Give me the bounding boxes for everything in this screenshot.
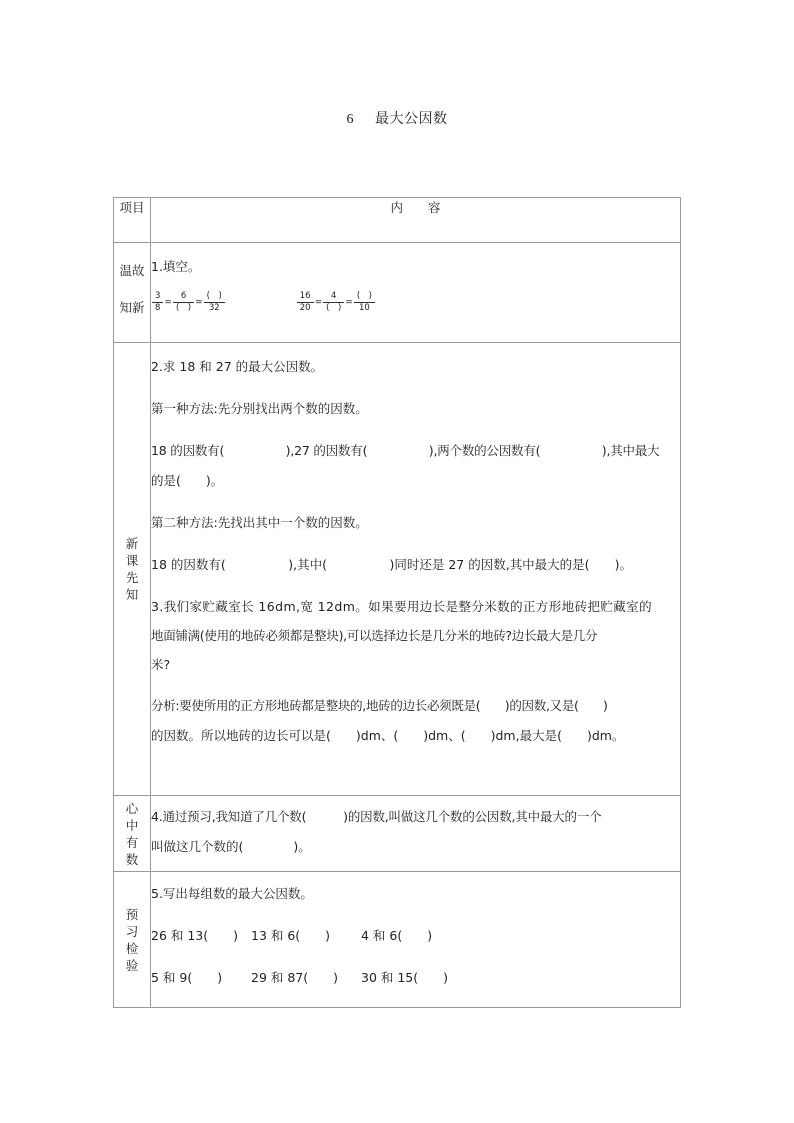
question-3-line-3: 米? — [151, 657, 171, 672]
gcd-item: 5 和 9( ) — [151, 970, 223, 985]
question-2: 2.求 18 和 27 的最大公因数。 — [151, 359, 324, 374]
lesson-number: 6 — [346, 112, 355, 127]
section-review-content — [151, 243, 681, 343]
section-mind-label: 心 中 有 数 — [114, 796, 151, 872]
section-new — [114, 343, 681, 796]
method-1-line-2: 的是( )。 — [151, 473, 224, 488]
section-check-label: 预 习 检 验 — [114, 872, 151, 1008]
question-4-line-2: 叫做这几个数的( )。 — [151, 839, 311, 854]
section-mind — [114, 796, 681, 872]
fraction-3-8: $\frac{3}{8}$ — [152, 291, 163, 314]
section-new-content — [151, 343, 681, 796]
section-check — [114, 872, 681, 1008]
fraction-row: $\frac{3}{8}$ = $\frac{6}{( )}$ = $\frac{( )}{32}$ $\frac{16}{20}$ = $\frac{4}{( )}$ = $\frac{( )}{10}$ — [151, 291, 680, 314]
analysis-line-2: 的因数。所以地砖的边长可以是( )dm、( )dm、( )dm,最大是( )dm。 — [151, 728, 625, 743]
gcd-item: 13 和 6( ) — [251, 928, 331, 943]
method-2-line: 18 的因数有( ),其中( )同时还是 27 的因数,其中最大的是( )。 — [151, 557, 632, 572]
question-4-line-1: 4.通过预习,我知道了几个数( )的因数,叫做这几个数的公因数,其中最大的一个 — [151, 809, 602, 824]
table-header-row — [114, 198, 681, 243]
question-3-line-1: 3.我们家贮藏室长 16dm,宽 12dm。如果要用边长是整分米数的正方形地砖把贮藏室的 — [151, 599, 652, 614]
header-project: 项目 — [114, 198, 151, 243]
method-1-line-1: 18 的因数有( ),27 的因数有( ),两个数的公因数有( ),其中最大 — [151, 443, 660, 458]
gcd-item: 26 和 13( ) — [151, 928, 239, 943]
section-check-content — [151, 872, 681, 1008]
section-review — [114, 243, 681, 343]
fraction-6-blank: $\frac{6}{( )}$ — [173, 291, 194, 314]
lesson-title: 最大公因数 — [374, 111, 448, 127]
fraction-blank-10: $\frac{( )}{10}$ — [354, 291, 375, 314]
gcd-row-1 — [151, 926, 680, 944]
method-2: 第二种方法:先找出其中一个数的因数。 — [151, 515, 368, 530]
header-content: 内 容 — [151, 198, 681, 243]
question-3-line-2: 地面铺满(使用的地砖必须都是整块),可以选择边长是几分米的地砖?边长最大是几分 — [151, 628, 598, 643]
section-mind-content — [151, 796, 681, 872]
fraction-blank-32: $\frac{( )}{32}$ — [204, 291, 225, 314]
analysis-line-1: 分析:要使所用的正方形地砖都是整块的,地砖的边长必须既是( )的因数,又是( ) — [151, 698, 608, 713]
gcd-row-2 — [151, 968, 680, 986]
fraction-16-20: $\frac{16}{20}$ — [297, 291, 314, 314]
worksheet-table — [113, 197, 681, 1008]
fraction-4-blank: $\frac{4}{( )}$ — [323, 291, 344, 314]
question-1: 1.填空。 — [151, 259, 201, 274]
section-review-label: 温故 知新 — [114, 243, 151, 343]
page-title — [0, 108, 794, 128]
gcd-item: 29 和 87( ) — [251, 970, 339, 985]
section-new-label: 新 课 先 知 — [114, 343, 151, 796]
gcd-item: 30 和 15( ) — [361, 970, 449, 985]
method-1: 第一种方法:先分别找出两个数的因数。 — [151, 401, 368, 416]
gcd-item: 4 和 6( ) — [361, 928, 433, 943]
question-5: 5.写出每组数的最大公因数。 — [151, 886, 313, 901]
